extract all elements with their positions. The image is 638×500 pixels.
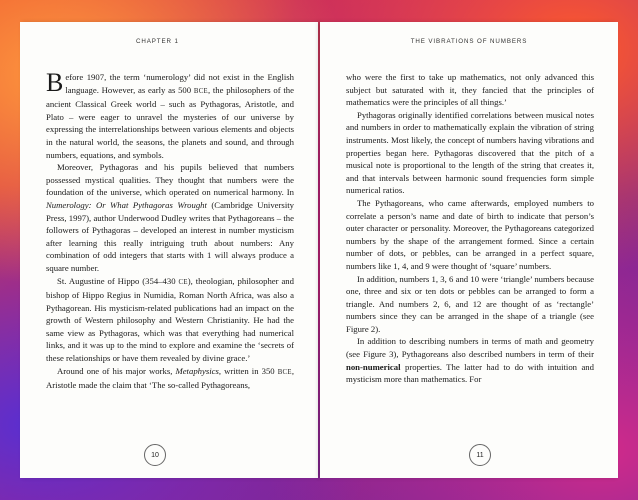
book-title: Metaphysics <box>175 365 219 376</box>
drop-cap: B <box>46 68 64 97</box>
paragraph: Moreover, Pythagoras and his pupils believed that numbers possessed mystical qualities. They thought that numbers were the foundation of the universe, which operated on numerical harmony. In Numerology: Or What Pythagoras Wrought (Cambridge University Press, 1997), author Underwood Dudley writes that Pythagoreans – the followers of Pythagoras – developed an interest in number mysticism after learning this really intriguing truth about numbers: Any combination of odd integers that starts with 1 will always produce a square number. <box>46 162 294 273</box>
paragraph: Around one of his major works, Metaphysics, written in 350 BCE, Aristotle made the claim that ‘The so-called Pythagoreans, <box>46 365 294 391</box>
paragraph: Pythagoras originally identified correlations between musical notes and numbers in order to mathematically explain the vibration of string instruments. Most likely, the concept of numbers having vibrations and properties began here. Pythagoras discovered that the pitch of a musical note is proportional to the length of the string that creates it, and that intervals between harmonic sound frequencies form simple numerical ratios. <box>346 109 594 196</box>
left-page <box>20 22 318 478</box>
running-head-left: CHAPTER 1 <box>136 38 179 45</box>
right-page <box>320 22 618 478</box>
right-body-text <box>346 71 594 386</box>
page-number: 10 <box>144 444 166 466</box>
paragraph: In addition to describing numbers in terms of math and geometry (see Figure 3), Pythagoreans also described numbers in term of their non-numerical properties. The latter had to do with intuition and mysticism more than mathematics. For <box>346 336 594 385</box>
left-body-text <box>46 68 294 392</box>
paragraph: In addition, numbers 1, 3, 6 and 10 were ‘triangle’ numbers because one, three and six or ten dots or pebbles can be arranged to form a triangle. And numbers 2, 6, and 12 are thought of as ‘rectangle’ numbers since they can be arranged in the shape of a triangle (see Figure 2). <box>346 273 594 334</box>
emphasis: non-numerical <box>346 361 401 372</box>
paragraph: St. Augustine of Hippo (354–430 CE), theologian, philosopher and bishop of Hippo Regius in Numidia, Roman North Africa, was also a Pythagorean. His mysticism-related publications had an impact on the growth of Western philosophy and Western Christianity. He had the same view as Pythagoras, which was that everything had numerical links, and it was up to the mind to explore and examine the ‘secrets of these relationships or have them revealed by divine grace.’ <box>46 275 294 364</box>
paragraph: The Pythagoreans, who came afterwards, employed numbers to correlate a person’s name and date of birth to indicate that person’s outer character or personality. Moreover, the Pythagoreans categorized numbers by the shape of the arrangement formed. Since a certain number of dots, or pebbles, can be arranged in a perfect square, numbers like 1, 4, and 9 were thought of ‘square’ numbers. <box>346 197 594 271</box>
book-title: Numerology: Or What Pythagoras Wrought <box>46 199 207 210</box>
paragraph: who were the first to take up mathematics, not only advanced this subject but saturated with it, they fancied that the principles of mathematics were the principles of all things.’ <box>346 72 594 108</box>
page-number: 11 <box>469 444 491 466</box>
running-head-right: THE VIBRATIONS OF NUMBERS <box>410 38 528 45</box>
paragraph: Before 1907, the term ‘numerology’ did not exist in the English language. However, as early as 500 BCE, the philosophers of the ancient Classical Greek world – such as Pythagoras, Aristotle, and Plato – were eager to unravel the mysteries of our universe by expressing the interrelationships between various elements and objects in the natural world, the seasons, the planets and sound, and through numbers, equations, and symbols. <box>46 68 294 160</box>
